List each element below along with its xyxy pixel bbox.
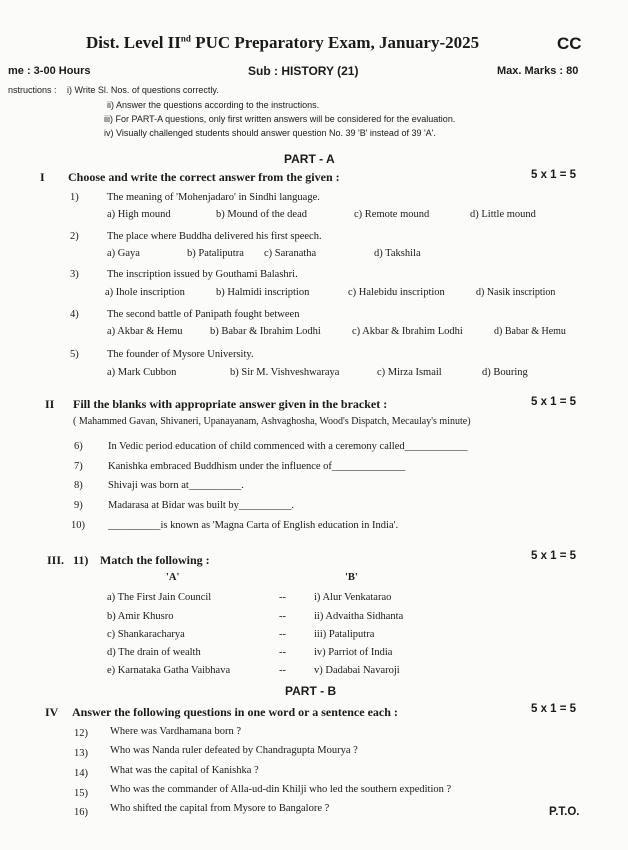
section-1-marks: 5 x 1 = 5 (531, 169, 577, 181)
section-4-marks: 5 x 1 = 5 (531, 703, 577, 715)
option-d: d) Bouring (482, 367, 528, 378)
option-c: c) Mirza Ismail (377, 367, 442, 378)
match-dash: -- (279, 592, 286, 603)
match-right-item: v) Dadabai Navaroji (314, 665, 400, 676)
question-number: 8) (74, 480, 83, 491)
option-a: a) Gaya (107, 248, 140, 259)
option-a: a) Akbar & Hemu (107, 326, 183, 337)
option-b: b) Pataliputra (187, 248, 244, 259)
option-d: d) Little mound (470, 209, 536, 220)
max-marks: Max. Marks : 80 (497, 65, 579, 77)
exam-code: CC (557, 34, 582, 53)
question-text: What was the capital of Kanishka ? (110, 765, 259, 776)
question-number: 3) (70, 269, 79, 280)
question-number: 1) (70, 192, 79, 203)
question-number: 15) (74, 788, 88, 799)
question-number: 2) (70, 231, 79, 242)
option-d: d) Babar & Hemu (494, 326, 566, 337)
option-d: d) Takshila (374, 248, 421, 259)
match-left-item: e) Karnataka Gatha Vaibhava (107, 665, 231, 676)
question-number: 6) (74, 441, 83, 452)
column-b-header: 'B' (345, 572, 358, 583)
question-number: 13) (74, 748, 88, 759)
option-d: d) Nasik inscription (476, 287, 556, 298)
question-number: 12) (74, 728, 88, 739)
match-right-item: iv) Parriot of India (314, 647, 393, 658)
question-text: Who shifted the capital from Mysore to Bangalore ? (110, 803, 330, 814)
question-text: Who was the commander of Alla-ud-din Khilji who led the southern expedition ? (110, 784, 452, 795)
instruction-item: i) Write Sl. Nos. of questions correctly. (67, 85, 219, 95)
question-number: 16) (74, 807, 88, 818)
option-b: b) Mound of the dead (216, 209, 307, 220)
option-c: c) Remote mound (354, 209, 430, 220)
question-text: Who was Nanda ruler defeated by Chandragupta Mourya ? (110, 745, 358, 756)
page-turn-note: P.T.O. (549, 806, 580, 818)
option-b: b) Sir M. Vishveshwaraya (230, 367, 340, 378)
section-1-heading: Choose and write the correct answer from the given : (68, 170, 340, 184)
instruction-item: iii) For PART-A questions, only first written answers will be considered for the evaluation. (104, 114, 456, 124)
part-a-title: PART - A (284, 152, 335, 166)
section-3-qnum: 11) (73, 553, 89, 567)
question-text: The second battle of Panipath fought between (107, 309, 300, 320)
question-number: 7) (74, 461, 83, 472)
match-right-item: ii) Advaitha Sidhanta (314, 611, 404, 622)
match-left-item: d) The drain of wealth (107, 647, 201, 658)
question-text: __________is known as 'Magna Carta of English education in India'. (108, 520, 399, 531)
time-label: me : 3-00 Hours (8, 65, 91, 77)
question-text: In Vedic period education of child commenced with a ceremony called____________ (108, 441, 468, 452)
option-a: a) High mound (107, 209, 171, 220)
question-text: The meaning of 'Mohenjadaro' in Sindhi language. (107, 192, 320, 203)
question-text: Madarasa at Bidar was built by__________. (108, 500, 295, 511)
section-2-number: II (45, 397, 55, 411)
option-c: c) Halebidu inscription (348, 287, 445, 298)
subject-label: Sub : HISTORY (21) (248, 64, 359, 78)
question-number: 4) (70, 309, 79, 320)
section-4-number: IV (45, 705, 59, 719)
section-2-marks: 5 x 1 = 5 (531, 396, 577, 408)
match-right-item: iii) Pataliputra (314, 629, 375, 640)
question-number: 10) (71, 520, 85, 531)
section-3-number: III. (47, 553, 65, 567)
question-number: 5) (70, 349, 79, 360)
option-c: c) Akbar & Ibrahim Lodhi (352, 326, 463, 337)
option-a: a) Ihole inscription (105, 287, 185, 298)
question-text: Shivaji was born at__________. (108, 480, 244, 491)
part-b-title: PART - B (285, 684, 337, 698)
bracket-options: ( Mahammed Gavan, Shivaneri, Upanayanam, Ashvaghosha, Wood's Dispatch, Mecaulay's minute) (73, 416, 471, 427)
question-text: The inscription issued by Gouthami Balashri. (107, 269, 298, 280)
question-number: 9) (74, 500, 83, 511)
instructions-label: nstructions : (8, 85, 57, 95)
section-3-marks: 5 x 1 = 5 (531, 550, 577, 562)
section-4-heading: Answer the following questions in one word or a sentence each : (72, 705, 398, 719)
section-1-number: I (40, 170, 45, 184)
question-text: Where was Vardhamana born ? (110, 726, 241, 737)
section-3-heading: Match the following : (100, 553, 210, 567)
question-text: Kanishka embraced Buddhism under the influence of______________ (108, 461, 406, 472)
match-dash: -- (279, 665, 286, 676)
match-left-item: a) The First Jain Council (107, 592, 212, 603)
instruction-item: iv) Visually challenged students should answer question No. 39 'B' instead of 39 'A'. (104, 128, 436, 138)
match-left-item: c) Shankaracharya (107, 629, 185, 640)
option-b: b) Halmidi inscription (216, 287, 310, 298)
question-number: 14) (74, 768, 88, 779)
match-dash: -- (279, 629, 286, 640)
exam-title: Dist. Level IInd PUC Preparatory Exam, January-2025 (86, 33, 480, 52)
option-b: b) Babar & Ibrahim Lodhi (210, 326, 321, 337)
option-c: c) Saranatha (264, 248, 317, 259)
question-text: The founder of Mysore University. (107, 349, 254, 360)
instruction-item: ii) Answer the questions according to the instructions. (107, 100, 320, 110)
question-text: The place where Buddha delivered his first speech. (107, 231, 322, 242)
option-a: a) Mark Cubbon (107, 367, 177, 378)
match-right-item: i) Alur Venkatarao (314, 592, 392, 603)
match-dash: -- (279, 647, 286, 658)
match-left-item: b) Amir Khusro (107, 611, 174, 622)
section-2-heading: Fill the blanks with appropriate answer given in the bracket : (73, 397, 388, 411)
match-dash: -- (279, 611, 286, 622)
column-a-header: 'A' (166, 572, 180, 583)
